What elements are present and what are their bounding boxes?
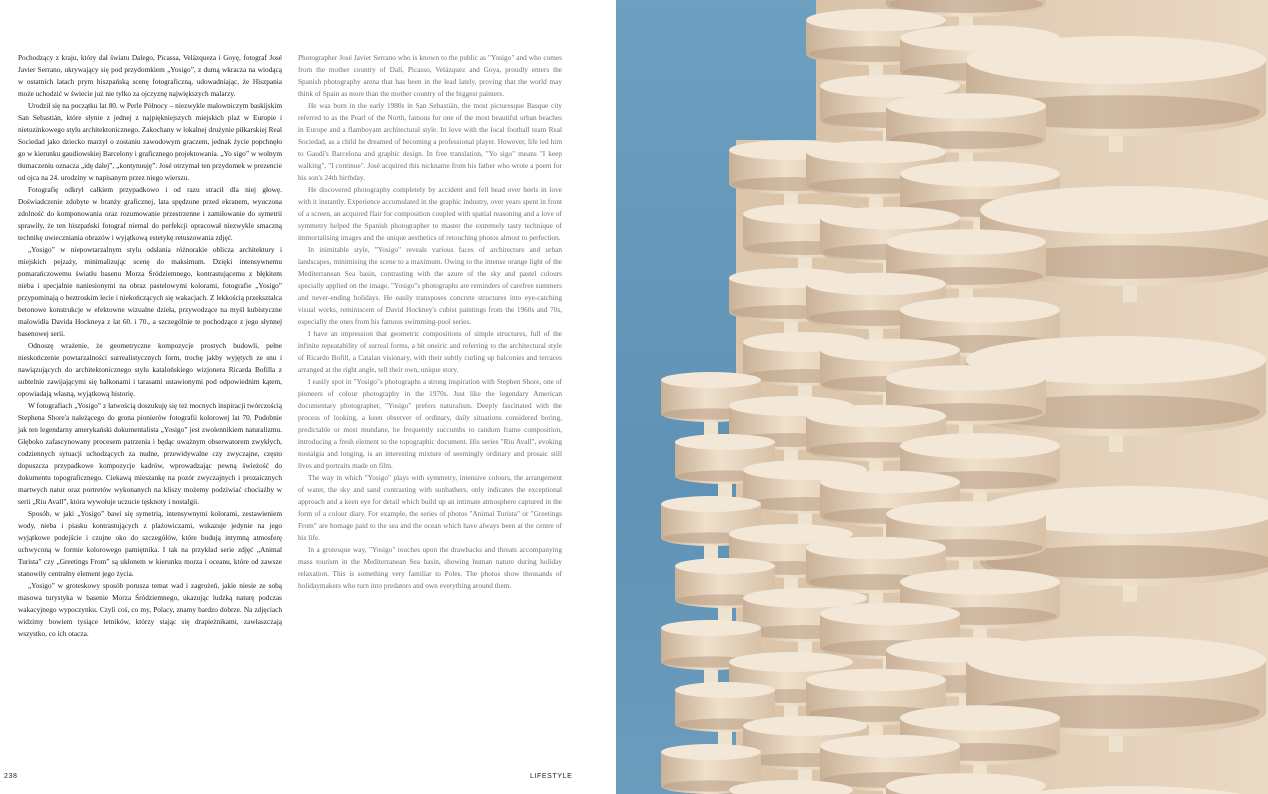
balcony-rim (806, 669, 946, 691)
balcony-rim (886, 229, 1046, 255)
balcony-rim (661, 620, 761, 636)
balcony-building-illustration (616, 0, 1268, 794)
balcony-rim (900, 161, 1060, 187)
balcony-rim (900, 297, 1060, 323)
paragraph: Pochodzący z kraju, który dał światu Dalego, Picassa, Velázqueza i Goyę, fotograf José Javier Serrano, ukrywający się pod przydomkiem „Yosigo”, z dumą wkracza na wiodącą w ostatnich latach prym hiszpańską scenę fotograficzną, udowadniając, że Hiszpania może uchodzić w świecie już nie tylko za ojczyznę największych malarzy. (18, 53, 282, 98)
paragraph: He was born in the early 1980s in San Sebastián, the most picturesque Basque city referred to as the Pearl of the North, famous for one of the most beautiful urban beaches in Europe and a flamboyant architectural style. In love with the local football team Real Sociedad, as a child he dreamed of becoming a professional player. However, life led him to Gaudí's Barcelona and graphic design. In free translation, "Yo sigo" means "I keep walking", "I continue". José acquired this nickname from his father who wrote a poem for his son's 24th birthday. (298, 101, 562, 182)
balcony-rim (900, 705, 1060, 731)
balcony-rim (820, 735, 960, 757)
balcony-rim (966, 636, 1266, 684)
balcony-rim (980, 186, 1268, 234)
architecture-photo (616, 0, 1268, 794)
balcony-rim (820, 75, 960, 97)
article-column-english (298, 52, 562, 592)
paragraph: „Yosigo” w niepowtarzalnym stylu odsłania różnorakie oblicza architektury i miejskich pejzaży, minimalizując scenę do maksimum. Dzięki intensywnemu pomarańczowemu światłu basenu Morza Śródziemnego, kontrastującemu z błękitem nieba i specjalnie naniesionymi na obraz pastelowymi kolorami, fotografie „Yosigo” przypominają o beztroskim lecie i niekończących się wakacjach. Z lekkością przekształca betonowe konstrukcje w efektowne wizualne dzieła, przywodzące na myśl kubistyczne malowidła Davida Hockneya z lat 60. i 70., a szczególnie te pochodzące z jego słynnej basenowej serii. (18, 245, 282, 338)
balcony-rim (806, 405, 946, 427)
balcony-rim (886, 365, 1046, 391)
balcony-rim (661, 496, 761, 512)
balcony-rim (729, 652, 853, 672)
article-column-polish (18, 52, 282, 640)
balcony-rim (820, 603, 960, 625)
balcony-rim (886, 93, 1046, 119)
balcony-rim (661, 744, 761, 760)
paragraph: The way in which "Yosigo" plays with symmetry, intensive colours, the arrangement of water, the sky and sand contrasting with sunbathers, only indicates the exceptional approach and a keen eye for detail which build up an intimate atmosphere captured in the form of a colour diary. For example, the series of photos "Animal Turista" or "Greetings From" are homage paid to the sea and the ocean which have always been at the centre of his life. (298, 473, 562, 542)
balcony-rim (661, 372, 761, 388)
paragraph: Photographer José Javier Serrano who is known to the public as "Yosigo" and who comes from the mother country of Dalí, Picasso, Velázquez and Goya, proudly enters the Spanish photography arena that has been in the lead lately, proving that the world may think of Spain as more than the mother country of the biggest painters. (298, 53, 562, 98)
paragraph: W fotografiach „Yosigo” z łatwością doszukuję się też mocnych inspiracji twórczością Stephena Shore'a należącego do grona pionierów fotografii kolorowej lat 70. Podobnie jak ten legendarny amerykański dokumentalista „Yosigo” jest zwolennikiem naturalizmu. Głęboko zafascynowany procesem patrzenia i będąc uważnym obserwatorem zwykłych, codziennych sytuacji uchodzących za nudne, przewidywalne czy zwyczajne, często dopuszcza przypadkowe kompozycje kadrów, wprowadzając pewną świeżość do dokumentu topograficznego. Ciekawą mieszankę na pozór zwyczajnych i prozaicznych martwych natur oraz portretów wykonanych na kliszy możemy podziwiać chociażby w serii „Riu Avall”, która wywołuje uczucie tęsknoty i nostalgii. (18, 401, 282, 506)
paragraph: Sposób, w jaki „Yosigo” bawi się symetrią, intensywnymi kolorami, zestawieniem wody, nieba i piasku kontrastujących z plażowiczami, wskazuje jedynie na jego wyjątkowe podejście i czujne oko do szczegółów, które budują intymną atmosferę uchwyconą w formie kolorowego pamiętnika. I tak na przykład serie zdjęć „Animal Turista” czy „Greetings From” są ukłonem w kierunku morza i oceanu, które od zawsze stanowiły centralny element jego życia. (18, 509, 282, 578)
balcony-rim (886, 501, 1046, 527)
paragraph: Fotografię odkrył całkiem przypadkowo i od razu stracił dla niej głowę. Doświadczenie zdobyte w branży graficznej, lata spędzone przed ekranem, wyuczona zdolność do komponowania oraz rozumowanie przestrzenne i zamiłowanie do symetrii sprawiły, że ten hiszpański fotograf niemal do perfekcji opracował niezwykle smaczną technikę uwieczniania obrazów i wyjątkową estetykę retuszowania zdjęć. (18, 185, 282, 242)
paragraph: Urodził się na początku lat 80. w Perle Północy – niezwykle malowniczym baskijskim San Sebastián, które słynie z jednej z najpiękniejszych miejskich plaż w Europie i nietuzinkowego stylu architektonicznego. Zakochany w lokalnej drużynie piłkarskiej Real Sociedad jako dziecko marzył o zostaniu zawodowym graczem, jednak życie popchnęło go w kierunku gaudiowskiej Barcelony i graficznego projektowania. „Yo sigo” w wolnym tłumaczeniu oznacza „idę dalej”, „kontynuuję”. José otrzymał ten przydomek w prezencie od ojca na 24. urodziny w napisanym przez niego wierszu. (18, 101, 282, 182)
paragraph: I easily spot in "Yosigo"s photographs a strong inspiration with Stephen Shore, one of pioneers of colour photography in the 1970s. Just like the legendary American documentary photographer, "Yosigo" prefers naturalism. Deeply fascinated with the process of looking, a keen observer of ordinary, daily situations considered boring, predictable or most mundane, he frequently succumbs to random frame composition, introducing a fresh element to the topographic document. His series "Riu Avall", evoking nostalgia and longing, is an interesting mixture of seemingly ordinary and prosaic still lives and portraits made on film. (298, 377, 562, 470)
balcony-rim (743, 716, 867, 736)
balcony-rim (820, 471, 960, 493)
balcony-rim (675, 558, 775, 574)
balcony-rim (675, 682, 775, 698)
balcony-rim (900, 569, 1060, 595)
paragraph: He discovered photography completely by accident and fell head over heels in love with it instantly. Experience accumulated in the graphic industry, over years spent in front of a screen, an acquired flair for composition coupled with spatial reasoning and a love of symmetry helped the Spanish photographer to master the extremely tasty technique of immortalising images and the unique aesthetics of retouching photos almost to perfection. (298, 185, 562, 242)
balcony-rim (900, 433, 1060, 459)
section-label: LIFESTYLE (530, 773, 573, 780)
paragraph: „Yosigo” w groteskowy sposób porusza temat wad i zagrożeń, jakie niesie ze sobą masowa turystyka w basenie Morza Śródziemnego, ukazując ludzką naturę podczas wakacyjnego wypoczynku. Czyli coś, co my, Polacy, znamy bardzo dobrze. Na zdjęciach widzimy bowiem tysiące letników, którzy stając się drapieżnikami, zawłaszczają wszystko, co ich otacza. (18, 581, 282, 638)
balcony-rim (675, 434, 775, 450)
paragraph: In inimitable style, "Yosigo" reveals various faces of architecture and urban landscapes, minimising the scene to a maximum. Owing to the intense orange light of the Mediterranean Sea basin, contrasting with the azure of the sky and pastel colours specially applied on the image, "Yosigo"s photographs are reminders of carefree summers and never-ending holidays. He easily transposes concrete structures into eye-catching visual works, reminiscent of David Hockney's cubist paintings from the 1960s and 70s, especially the ones from his famous swimming-pool series. (298, 245, 562, 326)
balcony-rim (806, 141, 946, 163)
balcony-rim (743, 588, 867, 608)
paragraph: I have an impression that geometric compositions of simple structures, full of the infinite repeatability of surreal forms, a bit oneiric and referring to the architectural style of Ricardo Bofill, a Catalan visionary, with their subtly curling up balconies and terraces arranged at the right angle, tell their own, unique story. (298, 329, 562, 374)
balcony-rim (806, 273, 946, 295)
balcony-rim (966, 36, 1266, 84)
paragraph: Odnoszę wrażenie, że geometryczne kompozycje prostych budowli, pełne nieskończenie powtarzalności surrealistycznych form, trochę jakby wyjętych ze snu i nawiązujących do architektonicznego stylu katalońskiego wizjonera Ricarda Bofilla z subtelnie zawijającymi się balkonami i tarasami ustawionymi pod odpowiednim kątem, opowiadają własną, wyjątkową historię. (18, 341, 282, 398)
balcony-rim (820, 339, 960, 361)
balcony-rim (806, 537, 946, 559)
paragraph: In a grotesque way, "Yosigo" touches upon the drawbacks and threats accompanying mass tourism in the Mediterranean Sea basin, showing human nature during holiday relaxation. This is something very familiar to Poles. The photos show thousands of holidaymakers who turn into predators and own everything around them. (298, 545, 562, 590)
balcony-rim (806, 9, 946, 31)
page-number: 238 (4, 773, 18, 780)
balcony-rim (820, 207, 960, 229)
